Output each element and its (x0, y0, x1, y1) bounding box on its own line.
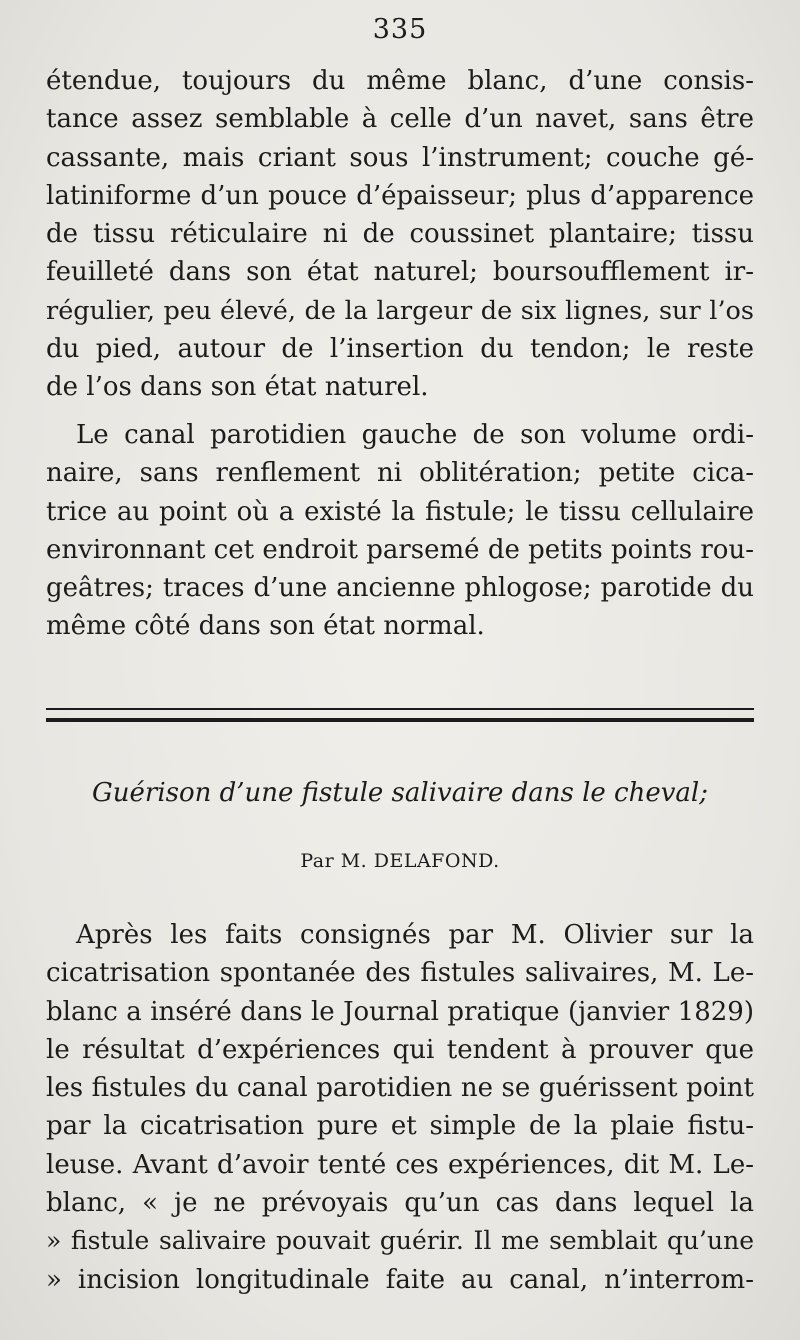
text-line: environnant cet endroit parsemé de petits points rou- (46, 534, 754, 565)
text-line: cassante, mais criant sous l’instrument; couche gé- (46, 142, 754, 173)
text-line: même côté dans son état normal. (46, 611, 485, 642)
text-line: feuilleté dans son état naturel; boursoufflement ir- (46, 257, 754, 288)
text-line: par la cicatrisation pure et simple de la plaie fistu- (46, 1111, 754, 1142)
text-line: leuse. Avant d’avoir tenté ces expériences, dit M. Le- (46, 1149, 754, 1180)
paragraph-canal-parotidien (46, 416, 754, 646)
page-number: 335 (372, 14, 428, 45)
text-line: de l’os dans son état naturel. (46, 372, 429, 403)
section-divider (46, 708, 754, 722)
text-line: latiniforme d’un pouce d’épaisseur; plus d’apparence (46, 180, 754, 211)
text-line: du pied, autour de l’insertion du tendon; le reste (46, 334, 754, 365)
text-line: régulier, peu élevé, de la largeur de six lignes, sur l’os (46, 295, 754, 326)
text-line: blanc, « je ne prévoyais qu’un cas dans lequel la (46, 1188, 754, 1219)
text-line: tance assez semblable à celle d’un navet, sans être (46, 104, 754, 135)
text-line: étendue, toujours du même blanc, d’une consis- (46, 66, 754, 96)
text-line: le résultat d’expériences qui tendent à prouver que (46, 1034, 754, 1065)
text-line: Après les faits consignés par M. Olivier sur la (76, 920, 754, 950)
text-line: trice au point où a existé la fistule; le tissu cellulaire (46, 496, 754, 527)
text-line: » fistule salivaire pouvait guérir. Il me semblait qu’une (46, 1226, 754, 1256)
paragraph-continued (46, 62, 754, 407)
text-line: Le canal parotidien gauche de son volume ordi- (76, 420, 754, 450)
article-title: Guérison d’une fistule salivaire dans le cheval; (91, 778, 709, 808)
text-line: cicatrisation spontanée des fistules salivaires, M. Le- (46, 958, 754, 989)
text-line: » incision longitudinale faite au canal, n’interrom- (46, 1264, 754, 1295)
text-line: les fistules du canal parotidien ne se guérissent point (46, 1073, 754, 1104)
text-line: geâtres; traces d’une ancienne phlogose; parotide du (46, 573, 754, 604)
paragraph-apres-les-faits (46, 916, 754, 1299)
text-line: de tissu réticulaire ni de coussinet plantaire; tissu (46, 219, 754, 250)
text-line: blanc a inséré dans le Journal pratique (janvier 1829) (46, 996, 754, 1027)
text-line: naire, sans renflement ni oblitération; petite cica- (46, 458, 754, 489)
author-line: Par M. DELAFOND. (300, 850, 500, 872)
